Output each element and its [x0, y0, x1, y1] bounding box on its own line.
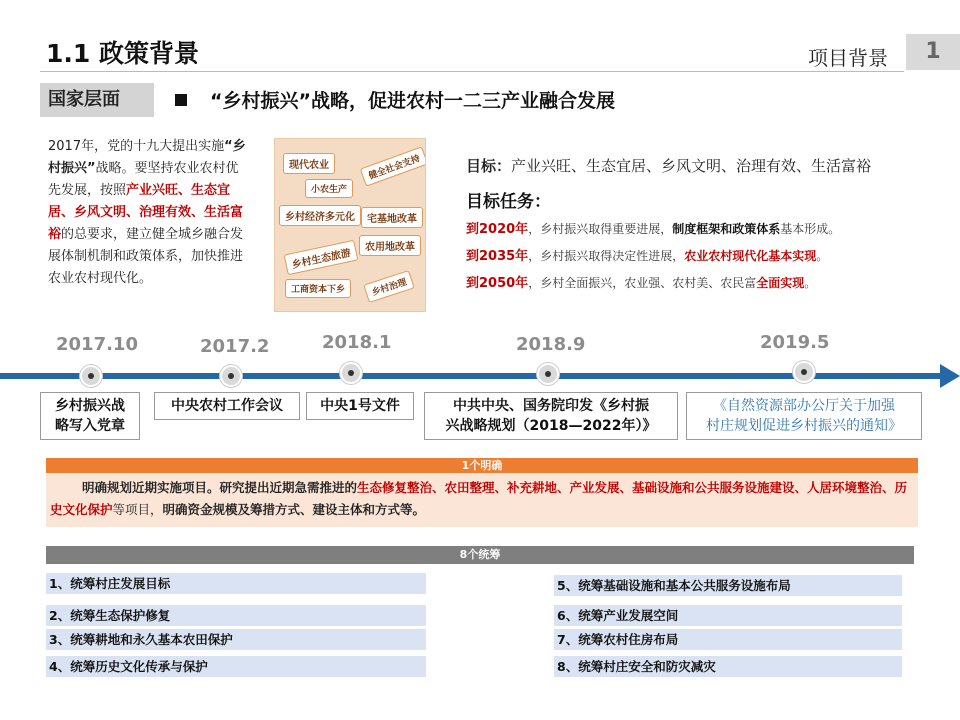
- tongchou-item: 3、统筹耕地和永久基本农田保护: [46, 629, 426, 650]
- tongchou-item: 4、统筹历史文化传承与保护: [46, 656, 426, 677]
- timeline-date: 2018.1: [322, 332, 392, 353]
- tongchou-item: 7、统筹农村住房布局: [554, 629, 902, 650]
- task-item: 到2050年，乡村全面振兴，农业强、农村美、农民富全面实现。: [466, 276, 817, 291]
- poster-tag: 小农生产: [305, 179, 353, 198]
- bullet-square-icon: [175, 94, 187, 106]
- timeline-event: 乡村振兴战 略写入党章: [40, 392, 140, 440]
- timeline-dot-icon: [793, 361, 815, 383]
- timeline-date: 2019.5: [760, 332, 830, 353]
- timeline-arrow-icon: [940, 364, 960, 388]
- poster-tag: 乡村经济多元化: [279, 205, 361, 226]
- tongchou-bar: 8个统筹: [46, 546, 914, 564]
- page-title: 1.1 政策背景: [46, 39, 199, 68]
- level-headline: “乡村振兴”战略，促进农村一二三产业融合发展: [210, 90, 615, 112]
- task-item: 到2020年，乡村振兴取得重要进展，制度框架和政策体系基本形成。: [466, 222, 841, 237]
- poster-tag: 工商资本下乡: [285, 279, 351, 298]
- poster-tag: 乡村生态旅游: [284, 240, 359, 276]
- section-label: 项目背景: [808, 46, 888, 70]
- timeline-date: 2017.10: [56, 334, 138, 355]
- timeline-event: 《自然资源部办公厅关于加强 村庄规划促进乡村振兴的通知》: [686, 392, 922, 440]
- poster-tag: 农用地改革: [359, 235, 421, 256]
- tongchou-item: 1、统筹村庄发展目标: [46, 573, 426, 594]
- timeline-event: 中共中央、国务院印发《乡村振 兴战略规划（2018—2022年）》: [424, 392, 678, 440]
- ming-bar: 1个明确: [46, 458, 918, 473]
- task-item: 到2035年，乡村振兴取得决定性进展，农业农村现代化基本实现。: [466, 249, 829, 264]
- header-divider: [40, 71, 904, 72]
- timeline-dot-icon: [340, 362, 362, 384]
- timeline-date: 2018.9: [516, 334, 586, 355]
- timeline-dot-icon: [80, 365, 102, 387]
- timeline-dot-icon: [220, 365, 242, 387]
- intro-paragraph: 2017年，党的十九大提出实施“乡村振兴”战略。要坚持农业农村优先发展，按照产业兴旺、生态宜居、乡风文明、治理有效、生活富裕的总要求，建立健全城乡融合发展体制机制和政策体系，加快推进农业农村现代化。: [48, 139, 246, 286]
- tongchou-item: 8、统筹村庄安全和防灾减灾: [554, 656, 902, 677]
- tongchou-item: 6、统筹产业发展空间: [554, 605, 902, 626]
- task-title: 目标任务：: [466, 192, 551, 212]
- ming-content: 明确规划近期实施项目。研究提出近期急需推进的生态修复整治、农田整理、补充耕地、产业发展、基础设施和公共服务设施建设、人居环境整治、历史文化保护等项目，明确资金规模及筹措方式、建设主体和方式等。: [46, 473, 918, 527]
- tongchou-item: 2、统筹生态保护修复: [46, 605, 426, 626]
- poster-tag: 现代农业: [283, 153, 335, 174]
- goal-line: 目标：产业兴旺、生态宜居、乡风文明、治理有效、生活富裕: [466, 157, 872, 175]
- poster-tag: 宅基地改革: [361, 207, 423, 228]
- timeline-dot-icon: [537, 363, 559, 385]
- poster-tag: 乡村治理: [363, 270, 415, 303]
- timeline-event: 中央农村工作会议: [154, 392, 300, 420]
- rural-revitalization-poster: [274, 138, 426, 312]
- tongchou-item: 5、统筹基础设施和基本公共服务设施布局: [554, 575, 902, 596]
- page-number: 1: [906, 34, 960, 70]
- timeline-event: 中央1号文件: [306, 392, 414, 420]
- poster-tag: 健全社会支持: [360, 146, 426, 186]
- level-tag: 国家层面: [40, 83, 154, 117]
- timeline-date: 2017.2: [200, 336, 270, 357]
